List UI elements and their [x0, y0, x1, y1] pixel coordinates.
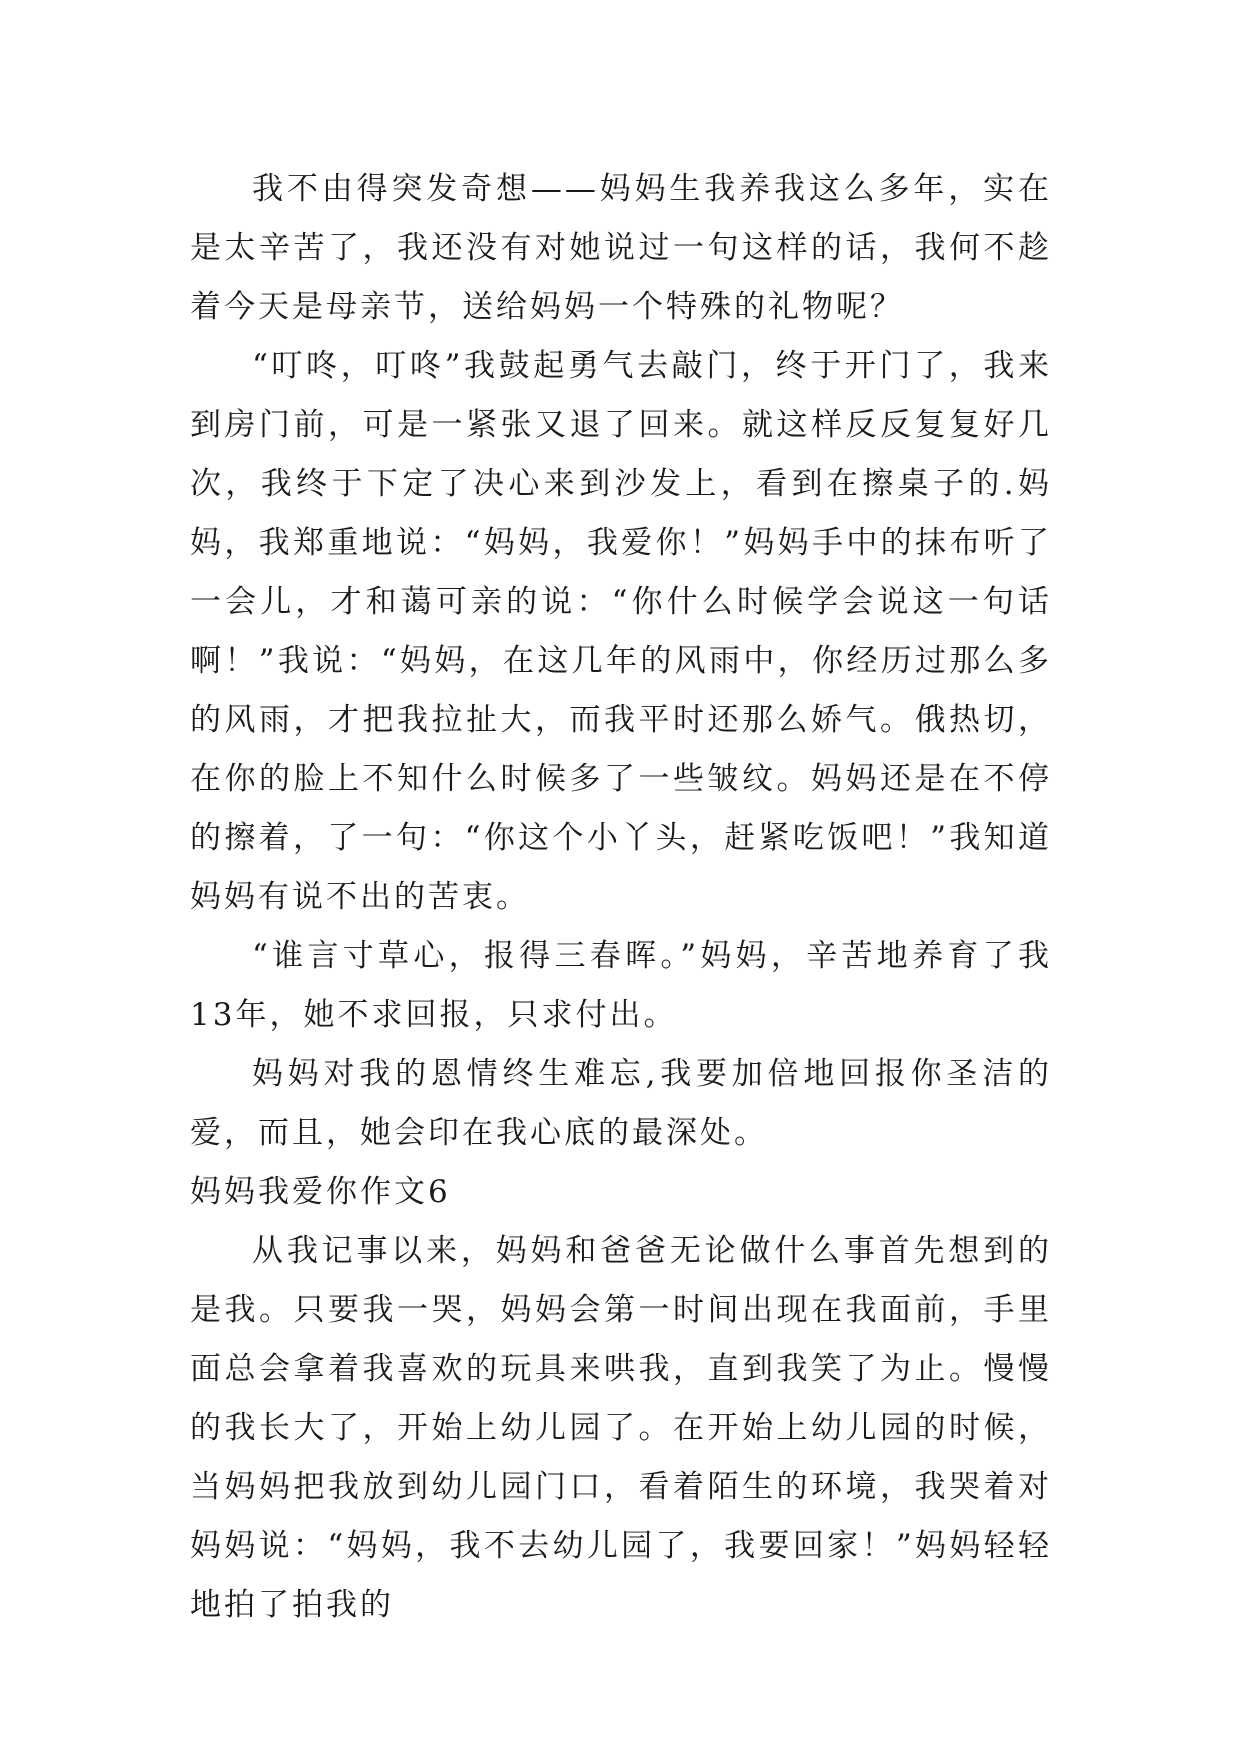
- document-body: [190, 160, 1052, 1635]
- paragraph-3: “谁言寸草心，报得三春晖。”妈妈，辛苦地养育了我13年，她不求回报，只求付出。: [190, 938, 1052, 1033]
- paragraph-1: 我不由得突发奇想——妈妈生我养我这么多年，实在是太辛苦了，我还没有对她说过一句这样的话，我何不趁着今天是母亲节，送给妈妈一个特殊的礼物呢？: [190, 171, 1052, 325]
- paragraph-5: 从我记事以来，妈妈和爸爸无论做什么事首先想到的是我。只要我一哭，妈妈会第一时间出现在我面前，手里面总会拿着我喜欢的玩具来哄我，直到我笑了为止。慢慢的我长大了，开始上幼儿园了。在开始上幼儿园的时候，当妈妈把我放到幼儿园门口，看着陌生的环境，我哭着对妈妈说：“妈妈，我不去幼儿园了，我要回家！”妈妈轻轻地拍了拍我的: [190, 1233, 1052, 1623]
- section-heading: 妈妈我爱你作文6: [190, 1174, 451, 1210]
- paragraph-2: “叮咚，叮咚”我鼓起勇气去敲门，终于开门了，我来到房门前，可是一紧张又退了回来。就这样反反复复好几次，我终于下定了决心来到沙发上，看到在擦桌子的.妈妈，我郑重地说：“妈妈，我爱你！”妈妈手中的抹布听了一会儿，才和蔼可亲的说：“你什么时候学会说这一句话啊！”我说：“妈妈，在这几年的风雨中，你经历过那么多的风雨，才把我拉扯大，而我平时还那么娇气。俄热切，在你的脸上不知什么时候多了一些皱纹。妈妈还是在不停的擦着，了一句：“你这个小丫头，赶紧吃饭吧！”我知道妈妈有说不出的苦衷。: [190, 348, 1052, 915]
- paragraph-4: 妈妈对我的恩情终生难忘,我要加倍地回报你圣洁的爱，而且，她会印在我心底的最深处。: [190, 1056, 1052, 1151]
